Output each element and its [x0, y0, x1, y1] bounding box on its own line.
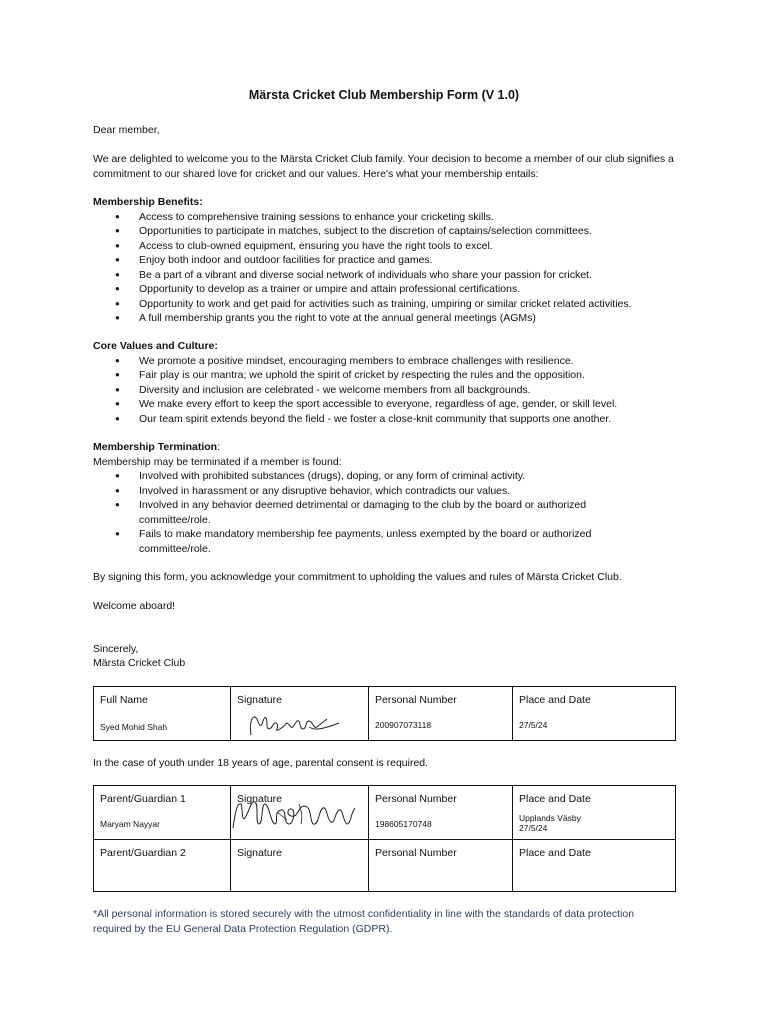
values-list — [93, 354, 693, 427]
member-signature-icon — [243, 707, 343, 741]
termination-heading: Membership Termination — [93, 441, 218, 453]
full-name-value: Syed Mohid Shah — [100, 722, 168, 732]
guardian2-personal-number-cell[interactable] — [369, 840, 513, 892]
list-item: ● Our team spirit extends beyond the field - we foster a close-knit community that supports one another. — [93, 412, 693, 427]
signature-cell[interactable] — [231, 687, 369, 741]
greeting: Dear member, — [93, 124, 160, 136]
guardian1-name-cell[interactable] — [94, 786, 231, 840]
termination-colon: : — [217, 441, 220, 453]
place-date-cell[interactable] — [513, 687, 676, 741]
guardian2-place-date-cell[interactable] — [513, 840, 676, 892]
list-item: ● Involved in harassment or any disruptive behavior, which contradicts our values. — [93, 484, 613, 499]
guardian1-personal-number-value: 198605170748 — [375, 819, 432, 829]
full-name-cell[interactable] — [94, 687, 231, 741]
place-date-value: 27/5/24 — [519, 720, 548, 730]
full-name-label: Full Name — [100, 694, 148, 706]
termination-section — [93, 440, 693, 556]
list-item: ● We make every effort to keep the sport accessible to everyone, regardless of age, gender, or skill level. — [93, 397, 693, 412]
guardian1-signature-cell[interactable] — [231, 786, 369, 840]
guardian2-personal-number-label: Personal Number — [375, 847, 457, 859]
club-signoff: Märsta Cricket Club — [93, 657, 186, 669]
guardian2-label: Parent/Guardian 2 — [100, 847, 186, 859]
values-section — [93, 339, 693, 426]
closing-text: Sincerely, — [93, 643, 139, 655]
guardian2-signature-cell[interactable] — [231, 840, 369, 892]
benefits-heading: Membership Benefits: — [93, 196, 203, 208]
list-item: ● Involved with prohibited substances (drugs), doping, or any form of criminal activity. — [93, 469, 613, 484]
list-item: ● We promote a positive mindset, encouraging members to embrace challenges with resilience. — [93, 354, 693, 369]
termination-heading-line — [93, 440, 693, 455]
guardian1-date-value: 27/5/24 — [519, 823, 548, 833]
list-item: ● Involved in any behavior deemed detrimental or damaging to the club by the board or authorized committee/role. — [93, 498, 613, 527]
member-signature-table — [93, 686, 676, 741]
page-title: Märsta Cricket Club Membership Form (V 1.0) — [248, 88, 520, 102]
list-item: ● Opportunity to work and get paid for activities such as training, umpiring or similar cricket related activities. — [93, 297, 693, 312]
guardian1-personal-number-label: Personal Number — [375, 793, 457, 805]
guardian1-label: Parent/Guardian 1 — [100, 793, 186, 805]
list-item: ● Opportunity to develop as a trainer or umpire and attain professional certifications. — [93, 282, 693, 297]
guardian1-place-date-cell[interactable] — [513, 786, 676, 840]
guardian1-signature-label: Signature — [237, 793, 282, 805]
list-item: ● Be a part of a vibrant and diverse social network of individuals who share your passion for cricket. — [93, 268, 693, 283]
guardian1-place-value: Upplands Väsby — [519, 813, 581, 823]
list-item: ● A full membership grants you the right to vote at the annual general meetings (AGMs) — [93, 311, 693, 326]
list-item: ● Fair play is our mantra; we uphold the spirit of cricket by respecting the rules and the opposition. — [93, 368, 693, 383]
personal-number-label: Personal Number — [375, 694, 457, 706]
termination-list — [93, 469, 613, 556]
welcome-text: Welcome aboard! — [93, 600, 176, 612]
guardian1-place-date-label: Place and Date — [519, 793, 591, 805]
personal-number-cell[interactable] — [369, 687, 513, 741]
guardian1-signature-icon — [229, 794, 365, 834]
guardian2-name-cell[interactable] — [94, 840, 231, 892]
place-date-label: Place and Date — [519, 694, 591, 706]
benefits-section — [93, 195, 693, 326]
list-item: ● Enjoy both indoor and outdoor facilities for practice and games. — [93, 253, 693, 268]
acknowledge-paragraph: By signing this form, you acknowledge your commitment to upholding the values and rules of Märsta Cricket Club. — [93, 571, 622, 583]
guardian2-place-date-label: Place and Date — [519, 847, 591, 859]
guardian1-personal-number-cell[interactable] — [369, 786, 513, 840]
values-heading: Core Values and Culture: — [93, 340, 218, 352]
list-item: ● Fails to make mandatory membership fee payments, unless exempted by the board or authorized committee/role. — [93, 527, 613, 556]
list-item: ● Access to comprehensive training sessions to enhance your cricketing skills. — [93, 210, 693, 225]
gdpr-footnote: *All personal information is stored securely with the utmost confidentiality in line with the standards of data protection required by the EU General Data Protection Regulation (GDPR). — [93, 908, 635, 935]
youth-consent-note: In the case of youth under 18 years of age, parental consent is required. — [93, 757, 429, 769]
guardian2-signature-label: Signature — [237, 847, 282, 859]
signature-label: Signature — [237, 694, 282, 706]
termination-lead: Membership may be terminated if a member is found: — [93, 455, 342, 468]
personal-number-value: 200907073118 — [375, 720, 432, 730]
list-item: ● Diversity and inclusion are celebrated - we welcome members from all backgrounds. — [93, 383, 693, 398]
intro-paragraph: We are delighted to welcome you to the Märsta Cricket Club family. Your decision to become a member of our club signifies a commitment to our shared love for cricket and our values. Here's what your membership entails: — [93, 153, 674, 180]
guardian-signature-table — [93, 785, 676, 892]
benefits-list — [93, 210, 693, 326]
list-item: ● Access to club-owned equipment, ensuring you have the right tools to excel. — [93, 239, 693, 254]
guardian1-name-value: Maryam Nayyar — [100, 819, 160, 829]
list-item: ● Opportunities to participate in matches, subject to the discretion of captains/selection committees. — [93, 224, 693, 239]
